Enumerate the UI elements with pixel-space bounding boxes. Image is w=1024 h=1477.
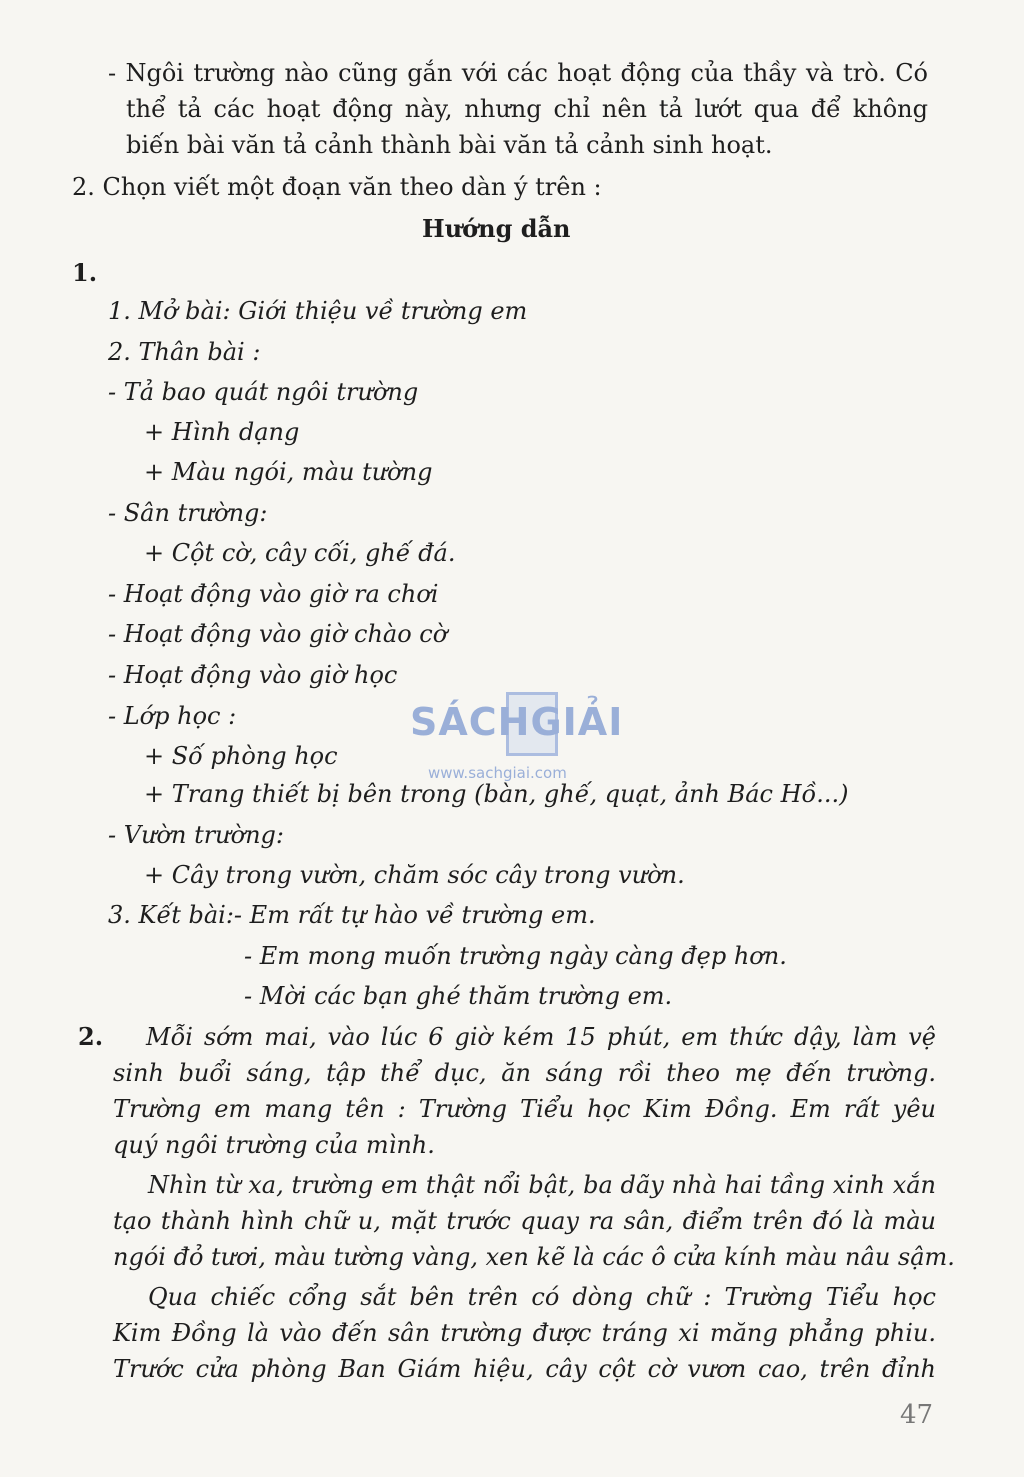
essay-line: Trước cửa phòng Ban Giám hiệu, cây cột cờ vươn cao, trên đỉnh (113, 1355, 936, 1383)
part2-number: 2. (78, 1022, 104, 1051)
outline-item: 3. Kết bài:- Em rất tự hào về trường em. (108, 901, 596, 929)
essay-line: Nhìn từ xa, trường em thật nổi bật, ba dãy nhà hai tầng xinh xắn (148, 1171, 936, 1199)
intro-line-3: biến bài văn tả cảnh thành bài văn tả cảnh sinh hoạt. (126, 131, 773, 159)
page-number: 47 (900, 1400, 934, 1430)
watermark-logo: SÁCHGIẢI (410, 700, 624, 744)
essay-line: sinh buổi sáng, tập thể dục, ăn sáng rồi theo mẹ đến trường. (113, 1059, 936, 1087)
outline-item: 2. Thân bài : (108, 338, 261, 366)
outline-item: + Trang thiết bị bên trong (bàn, ghế, quạt, ảnh Bác Hồ...) (144, 780, 849, 808)
outline-item: - Vườn trường: (108, 821, 284, 849)
outline-item: + Cột cờ, cây cối, ghế đá. (144, 539, 456, 567)
watermark-url: www.sachgiai.com (428, 764, 567, 782)
outline-item: - Lớp học : (108, 702, 237, 730)
outline-item: - Em mong muốn trường ngày càng đẹp hơn. (244, 942, 787, 970)
outline-item: - Mời các bạn ghé thăm trường em. (244, 982, 673, 1010)
outline-item: + Cây trong vườn, chăm sóc cây trong vườn. (144, 861, 685, 889)
task-2: 2. Chọn viết một đoạn văn theo dàn ý trên : (72, 173, 602, 201)
essay-line: quý ngôi trường của mình. (113, 1131, 435, 1159)
essay-line: Qua chiếc cổng sắt bên trên có dòng chữ : Trường Tiểu học (148, 1283, 936, 1311)
essay-line: Mỗi sớm mai, vào lúc 6 giờ kém 15 phút, em thức dậy, làm vệ (146, 1023, 936, 1051)
part1-number: 1. (72, 258, 98, 287)
outline-item: - Sân trường: (108, 499, 268, 527)
outline-item: - Hoạt động vào giờ ra chơi (108, 580, 439, 608)
outline-item: - Tả bao quát ngôi trường (108, 378, 419, 406)
outline-item: - Hoạt động vào giờ chào cờ (108, 620, 448, 648)
outline-item: 1. Mở bài: Giới thiệu về trường em (108, 297, 528, 325)
outline-item: - Hoạt động vào giờ học (108, 661, 398, 689)
watermark (410, 692, 624, 792)
intro-line-1: - Ngôi trường nào cũng gắn với các hoạt động của thầy và trò. Có (108, 59, 928, 87)
section-heading: Hướng dẫn (422, 214, 571, 243)
outline-item: + Hình dạng (144, 418, 300, 446)
essay-line: Trường em mang tên : Trường Tiểu học Kim Đồng. Em rất yêu (113, 1095, 936, 1123)
outline-item: + Màu ngói, màu tường (144, 458, 433, 486)
essay-line: tạo thành hình chữ u, mặt trước quay ra sân, điểm trên đó là màu (113, 1207, 936, 1235)
intro-line-2: thể tả các hoạt động này, nhưng chỉ nên tả lướt qua để không (126, 95, 928, 123)
essay-line: Kim Đồng là vào đến sân trường được tráng xi măng phẳng phiu. (113, 1319, 936, 1347)
outline-item: + Số phòng học (144, 742, 338, 770)
essay-line: ngói đỏ tươi, màu tường vàng, xen kẽ là các ô cửa kính màu nâu sậm. (113, 1243, 955, 1271)
